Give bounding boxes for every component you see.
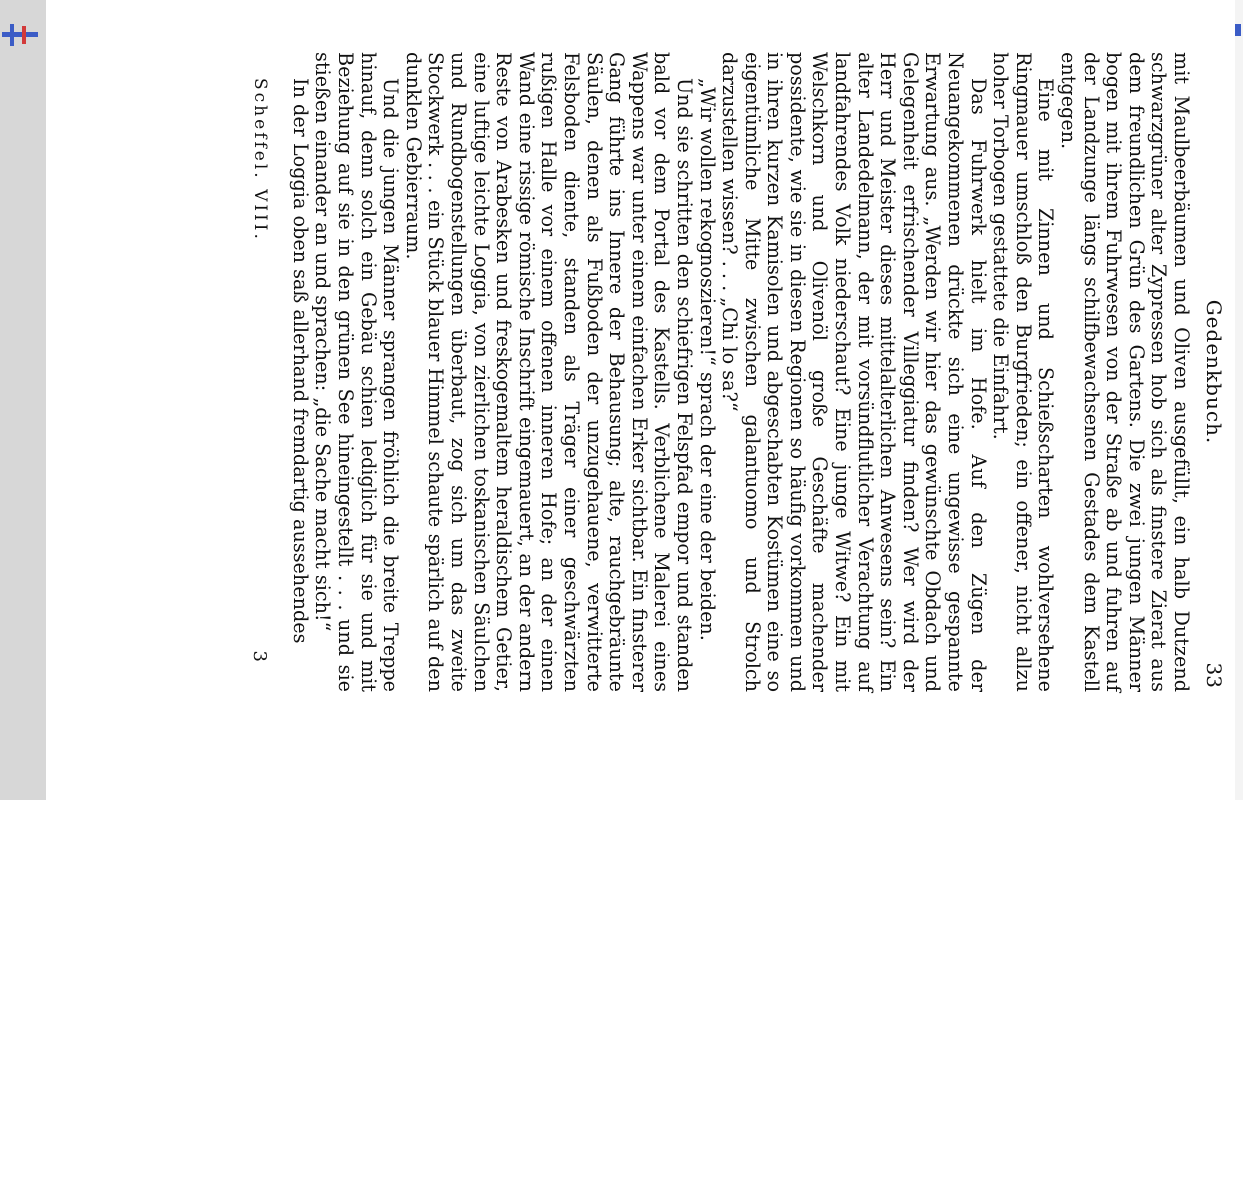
library-logo-icon — [0, 20, 40, 50]
paragraph: Und die jungen Männer sprangen fröhlich die breite Treppe hinauf, denn solch ein Gebäu schien lediglich für sie und mit Beziehung auf sie in den grünen See hineingestellt . . . und sie stießen einander an und sprachen: „die Sache macht sich!“ — [311, 52, 403, 692]
scanned-page — [66, 52, 1226, 692]
page-viewport — [46, 0, 1235, 800]
viewer-sidebar — [0, 0, 46, 800]
page-header — [1192, 52, 1226, 692]
paragraph: mit Maulbeerbäumen und Oliven ausgefüllt, ein halb Dutzend schwarzgrüner alter Zypressen hob sich als finstere Zierat aus dem freundlichen Grün des Gartens. Die zwei jungen Männer bogen mit ihrem Fuhrwesen von der Straße ab und fuhren auf der Landzunge längs schilfbewachsenen Gestades dem Kastell entgegen. — [1057, 52, 1193, 692]
running-head: Gedenkbuch. — [1202, 299, 1226, 445]
page-number: 33 — [1202, 662, 1226, 688]
paragraph: „Wir wollen rekognoszieren!“ sprach der eine der beiden. — [695, 78, 719, 641]
scroll-marker-icon — [1235, 24, 1241, 36]
paragraph: Und sie schritten den schiefrigen Felspfad empor und standen bald vor dem Portal des Kastells. Verblichene Malerei eines Wappens war unter einem einfachen Erker sichtbar. Ein finsterer Gang führte ins Innere der Behausung; alte, rauchgebräunte Säulen, denen als Fußboden der unzugehauene, verwitterte Felsboden diente, standen als Träger einer geschwärzten rußigen Halle vor einem offenen inneren Hofe; an der einen Wand eine rissige römische Inschrift eingemauert, an der andern Reste von Arabesken und freskogemaltem heraldischem Getier, eine luftige leichte Loggia, von zierlichen toskanischen Säulchen und Rundbogenstellungen überbaut, zog sich um das zweite Stockwerk . . . ein Stück blauer Himmel schaute spärlich auf den dunklen Gebierraum. — [401, 52, 696, 692]
paragraph: Das Fuhrwerk hielt im Hofe. Auf den Zügen der Neuangekommenen drückte sich eine ungewisse gespannte Erwartung aus. „Werden wir hier das gewünschte Obdach und Gelegenheit erfrischender Villeggiatur finden? Wer wird der Herr und Meister dieses mittelalterlichen Anwesens sein? Ein alter Landedelmann, der mit vorsündflutlicher Verachtung auf landfahrendes Volk niederschaut? Eine junge Witwe? Ein mit Welschkorn und Olivenöl große Geschäfte machender possidente, wie sie in diesen Regionen so häufig vorkommen und in ihren kurzen Kamisolen und abgeschabten Kostümen eine so eigentümliche Mitte zwischen galantuomo und Strolch darzustellen wissen? . . . „Chi lo sa?“ — [718, 52, 990, 692]
signature-line: Scheffel. VIII. — [250, 78, 271, 242]
right-scroll-edge — [1235, 0, 1243, 800]
page-body — [288, 52, 1192, 692]
paragraph: In der Loggia oben saß allerhand fremdartig aussehendes — [288, 78, 312, 644]
signature-mark: 3 — [249, 650, 271, 662]
page-footer — [246, 52, 270, 692]
paragraph: Eine mit Zinnen und Schießscharten wohlversehene Ringmauer umschloß den Burgfrieden; ein offener, nicht allzu hoher Torbogen gestattete die Einfahrt. — [989, 52, 1058, 692]
